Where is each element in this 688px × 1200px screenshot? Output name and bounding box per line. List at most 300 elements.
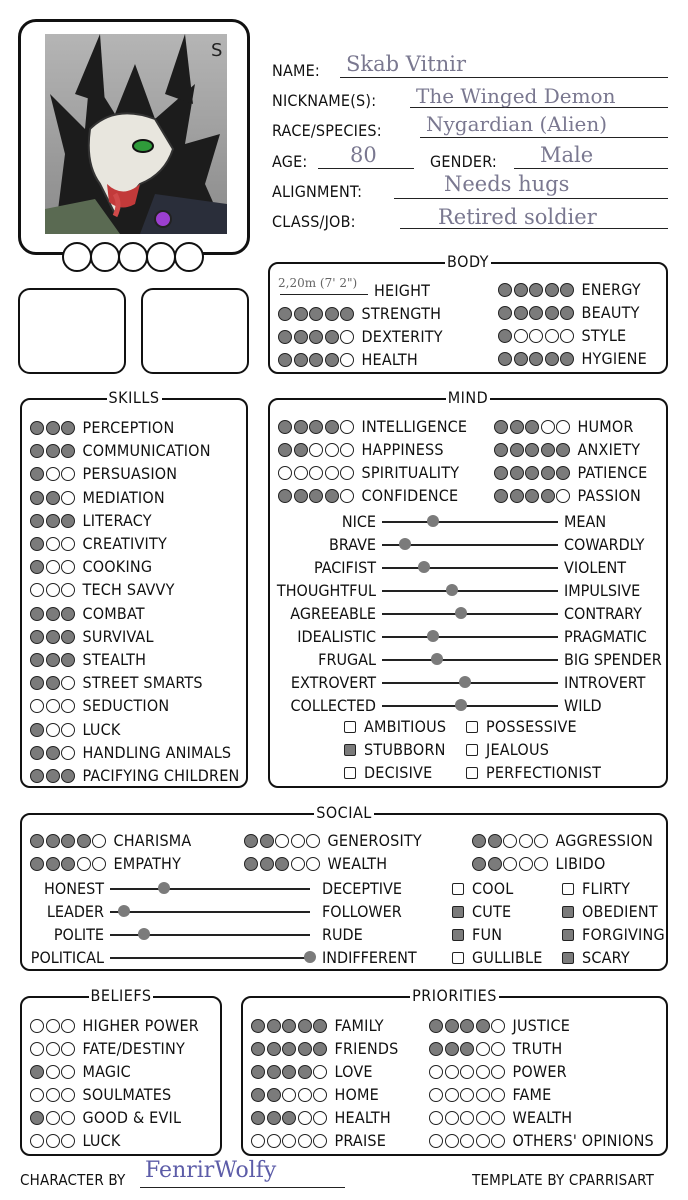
slider-knob[interactable] [427, 515, 439, 527]
stat-label: LOVE [334, 1062, 373, 1081]
rating-dot[interactable] [77, 834, 91, 848]
slider-track[interactable] [382, 613, 558, 615]
checkbox[interactable] [344, 744, 356, 756]
rating-dot[interactable] [61, 653, 75, 667]
rating-dot[interactable] [282, 1019, 296, 1033]
rating-dot[interactable] [514, 329, 528, 343]
rating-dot[interactable] [313, 1019, 327, 1033]
rating-dot[interactable] [30, 746, 44, 760]
rating-dot[interactable] [488, 857, 502, 871]
rating-dot[interactable] [30, 834, 44, 848]
rating-dot[interactable] [476, 1042, 490, 1056]
rating-dot[interactable] [340, 489, 354, 503]
checkbox[interactable] [344, 767, 356, 779]
rating-dot[interactable] [460, 1042, 474, 1056]
checkbox[interactable] [466, 721, 478, 733]
rating-dots [472, 857, 550, 871]
stat-label: MAGIC [82, 1062, 131, 1081]
rating-dot[interactable] [313, 1134, 327, 1148]
rating-dot[interactable] [560, 306, 574, 320]
trait-check[interactable] [466, 717, 577, 737]
slider-knob[interactable] [446, 584, 458, 596]
slider-knob[interactable] [158, 882, 170, 894]
rating-dot[interactable] [30, 1042, 44, 1056]
checkbox[interactable] [562, 906, 574, 918]
rating-dot[interactable] [298, 1088, 312, 1102]
rating-dot[interactable] [267, 1111, 281, 1125]
rating-dot[interactable] [545, 329, 559, 343]
checkbox[interactable] [452, 883, 464, 895]
rating-dot[interactable] [309, 330, 323, 344]
rating-dot[interactable] [325, 307, 339, 321]
rating-dot[interactable] [251, 1088, 265, 1102]
rating-dot[interactable] [291, 857, 305, 871]
rating-dot[interactable] [30, 676, 44, 690]
rating-dot[interactable] [503, 834, 517, 848]
rating-dot[interactable] [529, 283, 543, 297]
rating-dot[interactable] [278, 307, 292, 321]
rating-dot[interactable] [525, 489, 539, 503]
rating-dot[interactable] [529, 306, 543, 320]
stat-label: FAMILY [334, 1016, 384, 1035]
rating-dot[interactable] [503, 857, 517, 871]
rating-dot[interactable] [30, 1065, 44, 1079]
rating-dot[interactable] [429, 1111, 443, 1125]
rating-dot[interactable] [325, 443, 339, 457]
rating-dot[interactable] [278, 420, 292, 434]
stat-label: DEXTERITY [361, 327, 443, 346]
rating-dot[interactable] [476, 1111, 490, 1125]
rating-dot[interactable] [525, 466, 539, 480]
rating-dot[interactable] [61, 1111, 75, 1125]
rating-dot[interactable] [309, 466, 323, 480]
rating-dot[interactable] [278, 466, 292, 480]
rating-dot[interactable] [294, 443, 308, 457]
slider-knob[interactable] [304, 951, 316, 963]
rating-dot[interactable] [294, 489, 308, 503]
rating-dot[interactable] [30, 769, 44, 783]
rating-dot[interactable] [30, 723, 44, 737]
rating-dot[interactable] [514, 306, 528, 320]
rating-dot[interactable] [325, 466, 339, 480]
rating-dot[interactable] [260, 834, 274, 848]
stat-label: FRIENDS [334, 1039, 399, 1058]
checkbox[interactable] [452, 906, 464, 918]
rating-dot[interactable] [30, 1019, 44, 1033]
rating-dot[interactable] [267, 1088, 281, 1102]
rating-dot[interactable] [92, 834, 106, 848]
rating-dot[interactable] [46, 1088, 60, 1102]
rating-dot[interactable] [309, 353, 323, 367]
rating-dots [30, 467, 77, 481]
rating-dot[interactable] [30, 560, 44, 574]
slider-knob[interactable] [418, 561, 430, 573]
rating-dot[interactable] [61, 560, 75, 574]
rating-dot[interactable] [340, 466, 354, 480]
slider-track[interactable] [110, 957, 310, 959]
rating-dot[interactable] [491, 1134, 505, 1148]
slider-knob[interactable] [431, 653, 443, 665]
rating-dot[interactable] [488, 834, 502, 848]
rating-dot[interactable] [460, 1019, 474, 1033]
rating-dot[interactable] [460, 1134, 474, 1148]
rating-dot[interactable] [61, 514, 75, 528]
rating-dot[interactable] [46, 834, 60, 848]
rating-dot[interactable] [61, 676, 75, 690]
rating-dot[interactable] [61, 607, 75, 621]
rating-dot[interactable] [472, 857, 486, 871]
rating-dot[interactable] [46, 1019, 60, 1033]
rating-dot[interactable] [498, 329, 512, 343]
rating-dot[interactable] [46, 583, 60, 597]
rating-dot[interactable] [460, 1111, 474, 1125]
rating-dot[interactable] [529, 329, 543, 343]
mind-stat-row [278, 463, 459, 483]
checkbox[interactable] [562, 952, 574, 964]
rating-dot[interactable] [30, 653, 44, 667]
rating-dot[interactable] [491, 1111, 505, 1125]
rating-dot[interactable] [298, 1019, 312, 1033]
rating-dot[interactable] [278, 330, 292, 344]
trait-check[interactable] [344, 717, 446, 737]
rating-dot[interactable] [476, 1065, 490, 1079]
slider-track[interactable] [382, 636, 558, 638]
trait-check[interactable] [344, 763, 432, 783]
rating-dot[interactable] [30, 537, 44, 551]
rating-dot[interactable] [275, 834, 289, 848]
trait-check[interactable] [452, 925, 502, 945]
rating-dot[interactable] [309, 420, 323, 434]
rating-dot[interactable] [61, 421, 75, 435]
rating-dot[interactable] [498, 283, 512, 297]
rating-dot[interactable] [244, 857, 258, 871]
rating-dot[interactable] [545, 306, 559, 320]
rating-dot[interactable] [294, 330, 308, 344]
rating-dot[interactable] [61, 699, 75, 713]
rating-dot[interactable] [30, 607, 44, 621]
slider-track[interactable] [382, 590, 558, 592]
rating-dot[interactable] [306, 857, 320, 871]
rating-dot[interactable] [429, 1134, 443, 1148]
slider-knob[interactable] [455, 699, 467, 711]
rating-dot[interactable] [278, 443, 292, 457]
checkbox[interactable] [466, 744, 478, 756]
rating-dot[interactable] [340, 353, 354, 367]
rating-dot[interactable] [30, 421, 44, 435]
rating-dot[interactable] [46, 560, 60, 574]
rating-dot[interactable] [30, 857, 44, 871]
slider-knob[interactable] [455, 607, 467, 619]
rating-dot[interactable] [30, 491, 44, 505]
rating-dot[interactable] [61, 769, 75, 783]
rating-dot[interactable] [267, 1042, 281, 1056]
rating-dot[interactable] [251, 1019, 265, 1033]
rating-dot[interactable] [325, 420, 339, 434]
rating-dot[interactable] [541, 489, 555, 503]
rating-dot[interactable] [251, 1065, 265, 1079]
rating-dot[interactable] [519, 857, 533, 871]
rating-dot[interactable] [92, 857, 106, 871]
body-stat-row [278, 327, 443, 347]
rating-dot[interactable] [282, 1134, 296, 1148]
checkbox[interactable] [452, 952, 464, 964]
checkbox[interactable] [466, 767, 478, 779]
checkbox[interactable] [562, 883, 574, 895]
rating-dot[interactable] [445, 1134, 459, 1148]
rating-dot[interactable] [61, 1088, 75, 1102]
rating-dot[interactable] [476, 1088, 490, 1102]
rating-dot[interactable] [46, 630, 60, 644]
trait-check[interactable] [452, 948, 543, 968]
rating-dot[interactable] [514, 283, 528, 297]
rating-dot[interactable] [534, 834, 548, 848]
slider-knob[interactable] [138, 928, 150, 940]
rating-dot[interactable] [46, 699, 60, 713]
rating-dot[interactable] [46, 491, 60, 505]
stat-label: GENEROSITY [327, 831, 422, 850]
rating-dot[interactable] [244, 834, 258, 848]
rating-dot[interactable] [556, 466, 570, 480]
rating-dot[interactable] [491, 1065, 505, 1079]
rating-dot[interactable] [476, 1134, 490, 1148]
rating-dot[interactable] [556, 443, 570, 457]
rating-dot[interactable] [494, 420, 508, 434]
rating-dot[interactable] [294, 307, 308, 321]
rating-dot[interactable] [541, 420, 555, 434]
rating-dot[interactable] [30, 630, 44, 644]
rating-dot[interactable] [298, 1111, 312, 1125]
rating-dot[interactable] [46, 514, 60, 528]
rating-dot[interactable] [267, 1065, 281, 1079]
rating-dot[interactable] [498, 352, 512, 366]
trait-check[interactable] [562, 948, 630, 968]
trait-check[interactable] [452, 902, 511, 922]
rating-dot[interactable] [514, 352, 528, 366]
rating-dot[interactable] [519, 834, 533, 848]
rating-dot[interactable] [46, 653, 60, 667]
rating-dot[interactable] [529, 352, 543, 366]
rating-dot[interactable] [510, 420, 524, 434]
rating-dot[interactable] [429, 1065, 443, 1079]
rating-dot[interactable] [541, 443, 555, 457]
rating-dot[interactable] [494, 489, 508, 503]
rating-dot[interactable] [445, 1042, 459, 1056]
rating-dot[interactable] [429, 1042, 443, 1056]
rating-dot[interactable] [46, 421, 60, 435]
rating-dot[interactable] [556, 420, 570, 434]
slider-track[interactable] [382, 521, 558, 523]
rating-dot[interactable] [46, 676, 60, 690]
rating-dot[interactable] [556, 489, 570, 503]
rating-dot[interactable] [260, 857, 274, 871]
rating-dot[interactable] [46, 607, 60, 621]
rating-dot[interactable] [445, 1065, 459, 1079]
rating-dot[interactable] [61, 1019, 75, 1033]
rating-dot[interactable] [61, 630, 75, 644]
rating-dot[interactable] [429, 1088, 443, 1102]
slider-track[interactable] [382, 705, 558, 707]
rating-dot[interactable] [313, 1065, 327, 1079]
rating-dot[interactable] [46, 746, 60, 760]
rating-dot[interactable] [313, 1042, 327, 1056]
rating-dot[interactable] [46, 444, 60, 458]
rating-dot[interactable] [30, 699, 44, 713]
rating-dot[interactable] [429, 1019, 443, 1033]
rating-dot[interactable] [251, 1134, 265, 1148]
rating-dot[interactable] [545, 352, 559, 366]
rating-dot[interactable] [61, 1134, 75, 1148]
rating-dot[interactable] [61, 857, 75, 871]
rating-dot[interactable] [46, 537, 60, 551]
slider-knob[interactable] [399, 538, 411, 550]
rating-dot[interactable] [46, 857, 60, 871]
rating-dot[interactable] [340, 330, 354, 344]
rating-dot[interactable] [313, 1088, 327, 1102]
rating-dot[interactable] [294, 466, 308, 480]
checkbox[interactable] [562, 929, 574, 941]
rating-dot[interactable] [491, 1088, 505, 1102]
rating-dot[interactable] [298, 1042, 312, 1056]
rating-dot[interactable] [61, 1042, 75, 1056]
slider-track[interactable] [382, 567, 558, 569]
slider-knob[interactable] [427, 630, 439, 642]
rating-dot[interactable] [77, 857, 91, 871]
rating-dot[interactable] [46, 1111, 60, 1125]
checkbox[interactable] [344, 721, 356, 733]
rating-dot[interactable] [309, 443, 323, 457]
trait-check[interactable] [562, 902, 658, 922]
rating-dot[interactable] [46, 467, 60, 481]
rating-dot[interactable] [445, 1088, 459, 1102]
rating-dot[interactable] [46, 769, 60, 783]
deco-circle [62, 242, 92, 272]
rating-dot[interactable] [325, 330, 339, 344]
class-value: Retired soldier [438, 205, 597, 229]
rating-dot[interactable] [61, 491, 75, 505]
rating-dot[interactable] [476, 1019, 490, 1033]
rating-dot[interactable] [309, 307, 323, 321]
belief-row [30, 1016, 199, 1036]
rating-dot[interactable] [251, 1111, 265, 1125]
rating-dot[interactable] [61, 1065, 75, 1079]
rating-dot[interactable] [282, 1042, 296, 1056]
rating-dot[interactable] [510, 443, 524, 457]
rating-dot[interactable] [61, 537, 75, 551]
rating-dot[interactable] [291, 834, 305, 848]
body-stat-row [498, 280, 641, 300]
rating-dot[interactable] [445, 1111, 459, 1125]
rating-dot[interactable] [61, 467, 75, 481]
rating-dot[interactable] [267, 1134, 281, 1148]
trait-check[interactable] [452, 879, 514, 899]
slider-knob[interactable] [459, 676, 471, 688]
rating-dot[interactable] [560, 329, 574, 343]
rating-dot[interactable] [560, 352, 574, 366]
rating-dot[interactable] [498, 306, 512, 320]
rating-dot[interactable] [275, 857, 289, 871]
rating-dot[interactable] [282, 1088, 296, 1102]
rating-dot[interactable] [30, 1111, 44, 1125]
rating-dot[interactable] [313, 1111, 327, 1125]
rating-dot[interactable] [309, 489, 323, 503]
rating-dot[interactable] [460, 1088, 474, 1102]
rating-dot[interactable] [294, 353, 308, 367]
rating-dot[interactable] [282, 1065, 296, 1079]
rating-dot[interactable] [525, 420, 539, 434]
rating-dot[interactable] [525, 443, 539, 457]
rating-dot[interactable] [46, 1065, 60, 1079]
rating-dot[interactable] [267, 1019, 281, 1033]
rating-dot[interactable] [30, 1134, 44, 1148]
rating-dot[interactable] [510, 489, 524, 503]
rating-dot[interactable] [340, 443, 354, 457]
trait-check[interactable] [344, 740, 446, 760]
slider-track[interactable] [382, 659, 558, 661]
rating-dot[interactable] [325, 353, 339, 367]
rating-dot[interactable] [30, 1088, 44, 1102]
rating-dot[interactable] [46, 1134, 60, 1148]
rating-dot[interactable] [61, 583, 75, 597]
rating-dot[interactable] [472, 834, 486, 848]
stat-label: CREATIVITY [82, 534, 167, 553]
rating-dot[interactable] [30, 467, 44, 481]
rating-dot[interactable] [30, 583, 44, 597]
rating-dot[interactable] [560, 283, 574, 297]
slider-track[interactable] [110, 911, 310, 913]
trait-check[interactable] [466, 763, 601, 783]
rating-dot[interactable] [46, 723, 60, 737]
rating-dot[interactable] [30, 514, 44, 528]
rating-dot[interactable] [445, 1019, 459, 1033]
slider-track[interactable] [110, 888, 310, 890]
rating-dot[interactable] [491, 1019, 505, 1033]
rating-dot[interactable] [545, 283, 559, 297]
rating-dot[interactable] [61, 746, 75, 760]
rating-dot[interactable] [460, 1065, 474, 1079]
rating-dot[interactable] [61, 834, 75, 848]
rating-dot[interactable] [278, 489, 292, 503]
rating-dot[interactable] [46, 1042, 60, 1056]
rating-dot[interactable] [30, 444, 44, 458]
rating-dot[interactable] [306, 834, 320, 848]
rating-dot[interactable] [298, 1065, 312, 1079]
rating-dot[interactable] [494, 443, 508, 457]
rating-dot[interactable] [340, 420, 354, 434]
rating-dot[interactable] [298, 1134, 312, 1148]
slider-left-label: HONEST [44, 879, 104, 898]
rating-dot[interactable] [491, 1042, 505, 1056]
rating-dot[interactable] [61, 723, 75, 737]
trait-check[interactable] [562, 879, 630, 899]
rating-dot[interactable] [278, 353, 292, 367]
rating-dot[interactable] [282, 1111, 296, 1125]
rating-dot[interactable] [494, 466, 508, 480]
trait-check[interactable] [562, 925, 665, 945]
trait-check[interactable] [466, 740, 549, 760]
rating-dot[interactable] [251, 1042, 265, 1056]
rating-dot[interactable] [510, 466, 524, 480]
rating-dot[interactable] [61, 444, 75, 458]
slider-knob[interactable] [118, 905, 130, 917]
rating-dot[interactable] [294, 420, 308, 434]
rating-dot[interactable] [325, 489, 339, 503]
rating-dots [429, 1065, 507, 1079]
rating-dot[interactable] [541, 466, 555, 480]
rating-dot[interactable] [534, 857, 548, 871]
checkbox[interactable] [452, 929, 464, 941]
rating-dot[interactable] [340, 307, 354, 321]
template-by: TEMPLATE BY CPARRISART [472, 1171, 655, 1189]
